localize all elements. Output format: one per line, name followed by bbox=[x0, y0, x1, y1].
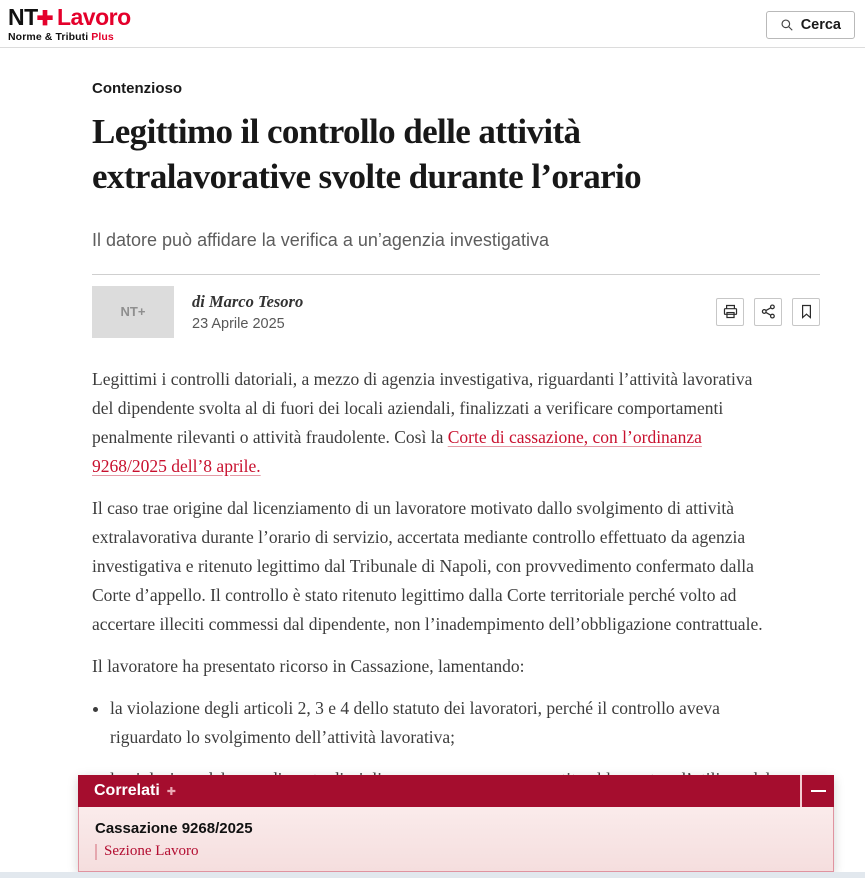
logo-tagline: Norme & Tributi Plus bbox=[8, 31, 114, 44]
cassazione-ordinance-link[interactable]: Corte di cassazione, con l’ordinanza 9268/2025 dell’8 aprile. bbox=[92, 426, 702, 476]
related-item-section bbox=[95, 843, 817, 860]
related-item[interactable] bbox=[78, 807, 834, 872]
article-title: Legittimo il controllo delle attività extralavorative svolte durante l’orario bbox=[92, 112, 642, 196]
minus-icon bbox=[811, 790, 826, 793]
section-label: Sezione Lavoro bbox=[104, 843, 199, 859]
bookmark-button[interactable] bbox=[792, 298, 820, 326]
paragraph-3: Il lavoratore ha presentato ricorso in Cassazione, lamentando: bbox=[92, 655, 525, 676]
logo-nt-text: NT bbox=[8, 4, 38, 31]
top-header bbox=[0, 0, 865, 48]
search-label: Cerca bbox=[800, 16, 841, 33]
related-item-title[interactable]: Cassazione 9268/2025 bbox=[95, 820, 253, 837]
collapse-button[interactable] bbox=[800, 775, 834, 807]
list-item: • la violazione degli articoli 2, 3 e 4 dello statuto dei lavoratori, perché il controllo aveva riguardato lo svolgimento dell’attività lavorativa; bbox=[110, 694, 776, 752]
nt-plus-icon: ✚ bbox=[166, 785, 177, 798]
paragraph-2: Il caso trae origine dal licenziamento di un lavoratore motivato dallo svolgimento di attività extralavorativa durante l’orario di servizio, accertata mediante controllo effettuato da agenzia investigativa e ritenuto legittimo dal Tribunale di Napoli, con provvedimento confermato dalla Corte d’appello. Il controllo è stato ritenuto legittimo dalla Corte territoriale perché volto ad accertare illeciti commessi dal dipendente, non l’inadempimento dell’obbligazione contrattuale. bbox=[92, 497, 763, 634]
author-byline: di Marco Tesoro bbox=[192, 291, 304, 311]
search-icon bbox=[780, 18, 794, 32]
divider bbox=[92, 274, 820, 275]
article-category: Contenzioso bbox=[92, 80, 182, 97]
search-button[interactable] bbox=[766, 11, 855, 39]
share-button[interactable] bbox=[754, 298, 782, 326]
article-subtitle: Il datore può affidare la verifica a un’agenzia investigativa bbox=[92, 229, 549, 250]
printer-icon bbox=[722, 303, 739, 320]
author-avatar: NT+ bbox=[92, 286, 174, 338]
logo-plus-icon: ✚ bbox=[36, 8, 53, 31]
share-icon bbox=[760, 303, 777, 320]
article-actions bbox=[716, 298, 820, 326]
print-button[interactable] bbox=[716, 298, 744, 326]
article bbox=[0, 48, 865, 823]
page-bottom-strip bbox=[0, 872, 865, 878]
nt-lavoro-logo[interactable] bbox=[8, 6, 131, 43]
publish-date: 23 Aprile 2025 bbox=[192, 315, 285, 332]
logo-section-name: Lavoro bbox=[56, 4, 131, 31]
related-panel bbox=[78, 775, 834, 872]
related-panel-header bbox=[78, 775, 834, 807]
article-body bbox=[92, 365, 776, 823]
author-row bbox=[92, 286, 820, 338]
paragraph-1: Legittimi i controlli datoriali, a mezzo di agenzia investigativa, riguardanti l’attività lavorativa del dipendente svolta al di fuori dei locali aziendali, finalizzati a verificare comportamenti penalmente rilevanti o attività fraudolente. Così la Corte di cassazione, con l’ordinanza 9268/2025 dell’8 aprile. bbox=[92, 368, 753, 476]
related-panel-title: Correlati bbox=[94, 782, 160, 799]
section-divider bbox=[95, 844, 97, 860]
bookmark-icon bbox=[798, 303, 815, 320]
